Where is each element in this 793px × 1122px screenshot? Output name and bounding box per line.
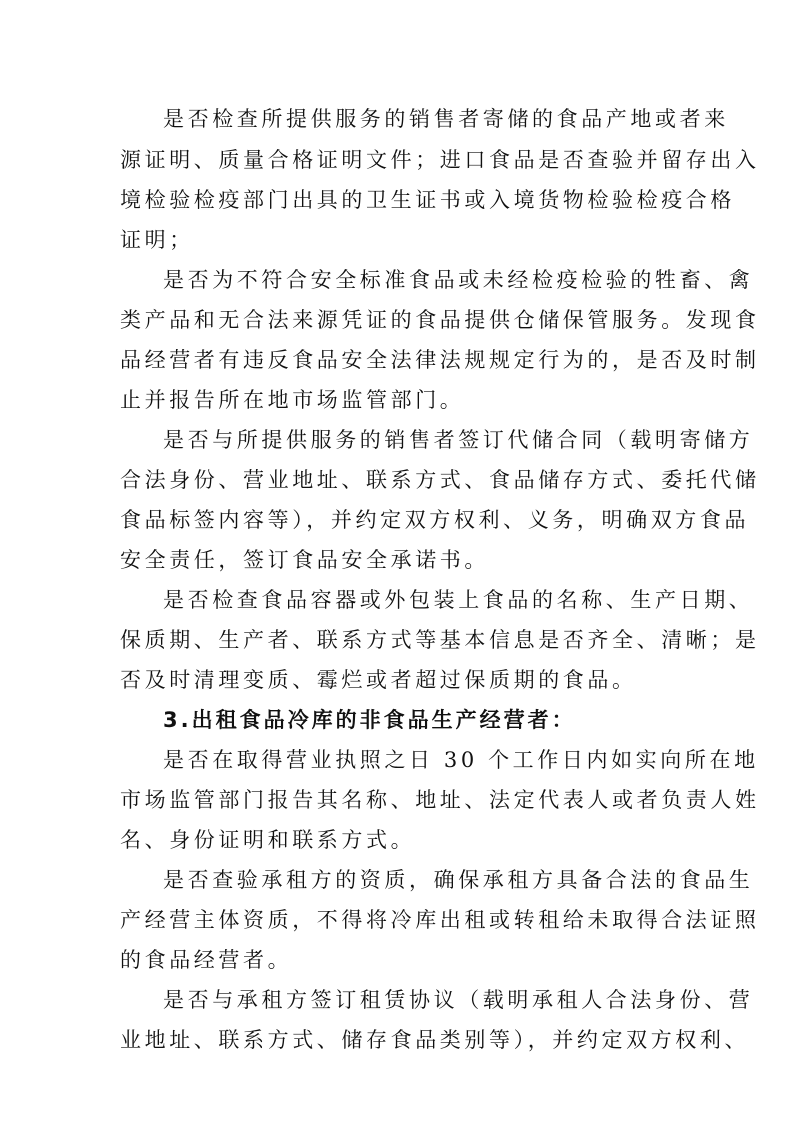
section-paragraph-1-line-3: 名、身份证明和联系方式。	[120, 828, 416, 852]
paragraph-1-line-4: 证明；	[120, 228, 194, 252]
paragraph-3-line-4: 安全责任，签订食品安全承诺书。	[120, 548, 489, 572]
paragraph-3-line-3: 食品标签内容等），并约定双方权利、义务，明确双方食品	[120, 508, 750, 532]
paragraph-1-line-1: 是否检查所提供服务的销售者寄储的食品产地或者来	[163, 107, 729, 131]
section-paragraph-1-line-1: 是否在取得营业执照之日 30 个工作日内如实向所在地	[163, 748, 759, 772]
paragraph-3-line-1: 是否与所提供服务的销售者签订代储合同（载明寄储方	[163, 428, 754, 452]
section-paragraph-2-line-3: 的食品经营者。	[120, 948, 293, 972]
section-paragraph-3-line-2: 业地址、联系方式、储存食品类别等），并约定双方权利、	[120, 1028, 750, 1052]
paragraph-1-line-3: 境检验检疫部门出具的卫生证书或入境货物检验检疫合格	[120, 188, 735, 212]
section-paragraph-2-line-2: 产经营主体资质，不得将冷库出租或转租给未取得合法证照	[120, 908, 760, 932]
paragraph-3-line-2: 合法身份、营业地址、联系方式、食品储存方式、委托代储	[120, 468, 760, 492]
paragraph-2-line-1: 是否为不符合安全标准食品或未经检疫检验的牲畜、禽	[163, 268, 754, 292]
paragraph-2-line-4: 止并报告所在地市场监管部门。	[120, 388, 465, 412]
paragraph-4-line-1: 是否检查食品容器或外包装上食品的名称、生产日期、	[163, 588, 754, 612]
section-heading: 3.出租食品冷库的非食品生产经营者：	[163, 708, 576, 732]
section-paragraph-3-line-1: 是否与承租方签订租赁协议（载明承租人合法身份、营	[163, 988, 754, 1012]
paragraph-4-line-2: 保质期、生产者、联系方式等基本信息是否齐全、清晰；是	[120, 628, 760, 652]
paragraph-1-line-2: 源证明、质量合格证明文件；进口食品是否查验并留存出入	[120, 148, 760, 172]
section-paragraph-2-line-1: 是否查验承租方的资质，确保承租方具备合法的食品生	[163, 868, 754, 892]
paragraph-2-line-3: 品经营者有违反食品安全法律法规规定行为的，是否及时制	[120, 348, 760, 372]
paragraph-2-line-2: 类产品和无合法来源凭证的食品提供仓储保管服务。发现食	[120, 308, 760, 332]
section-paragraph-1-line-2: 市场监管部门报告其名称、地址、法定代表人或者负责人姓	[120, 788, 760, 812]
paragraph-4-line-3: 否及时清理变质、霉烂或者超过保质期的食品。	[120, 668, 637, 692]
